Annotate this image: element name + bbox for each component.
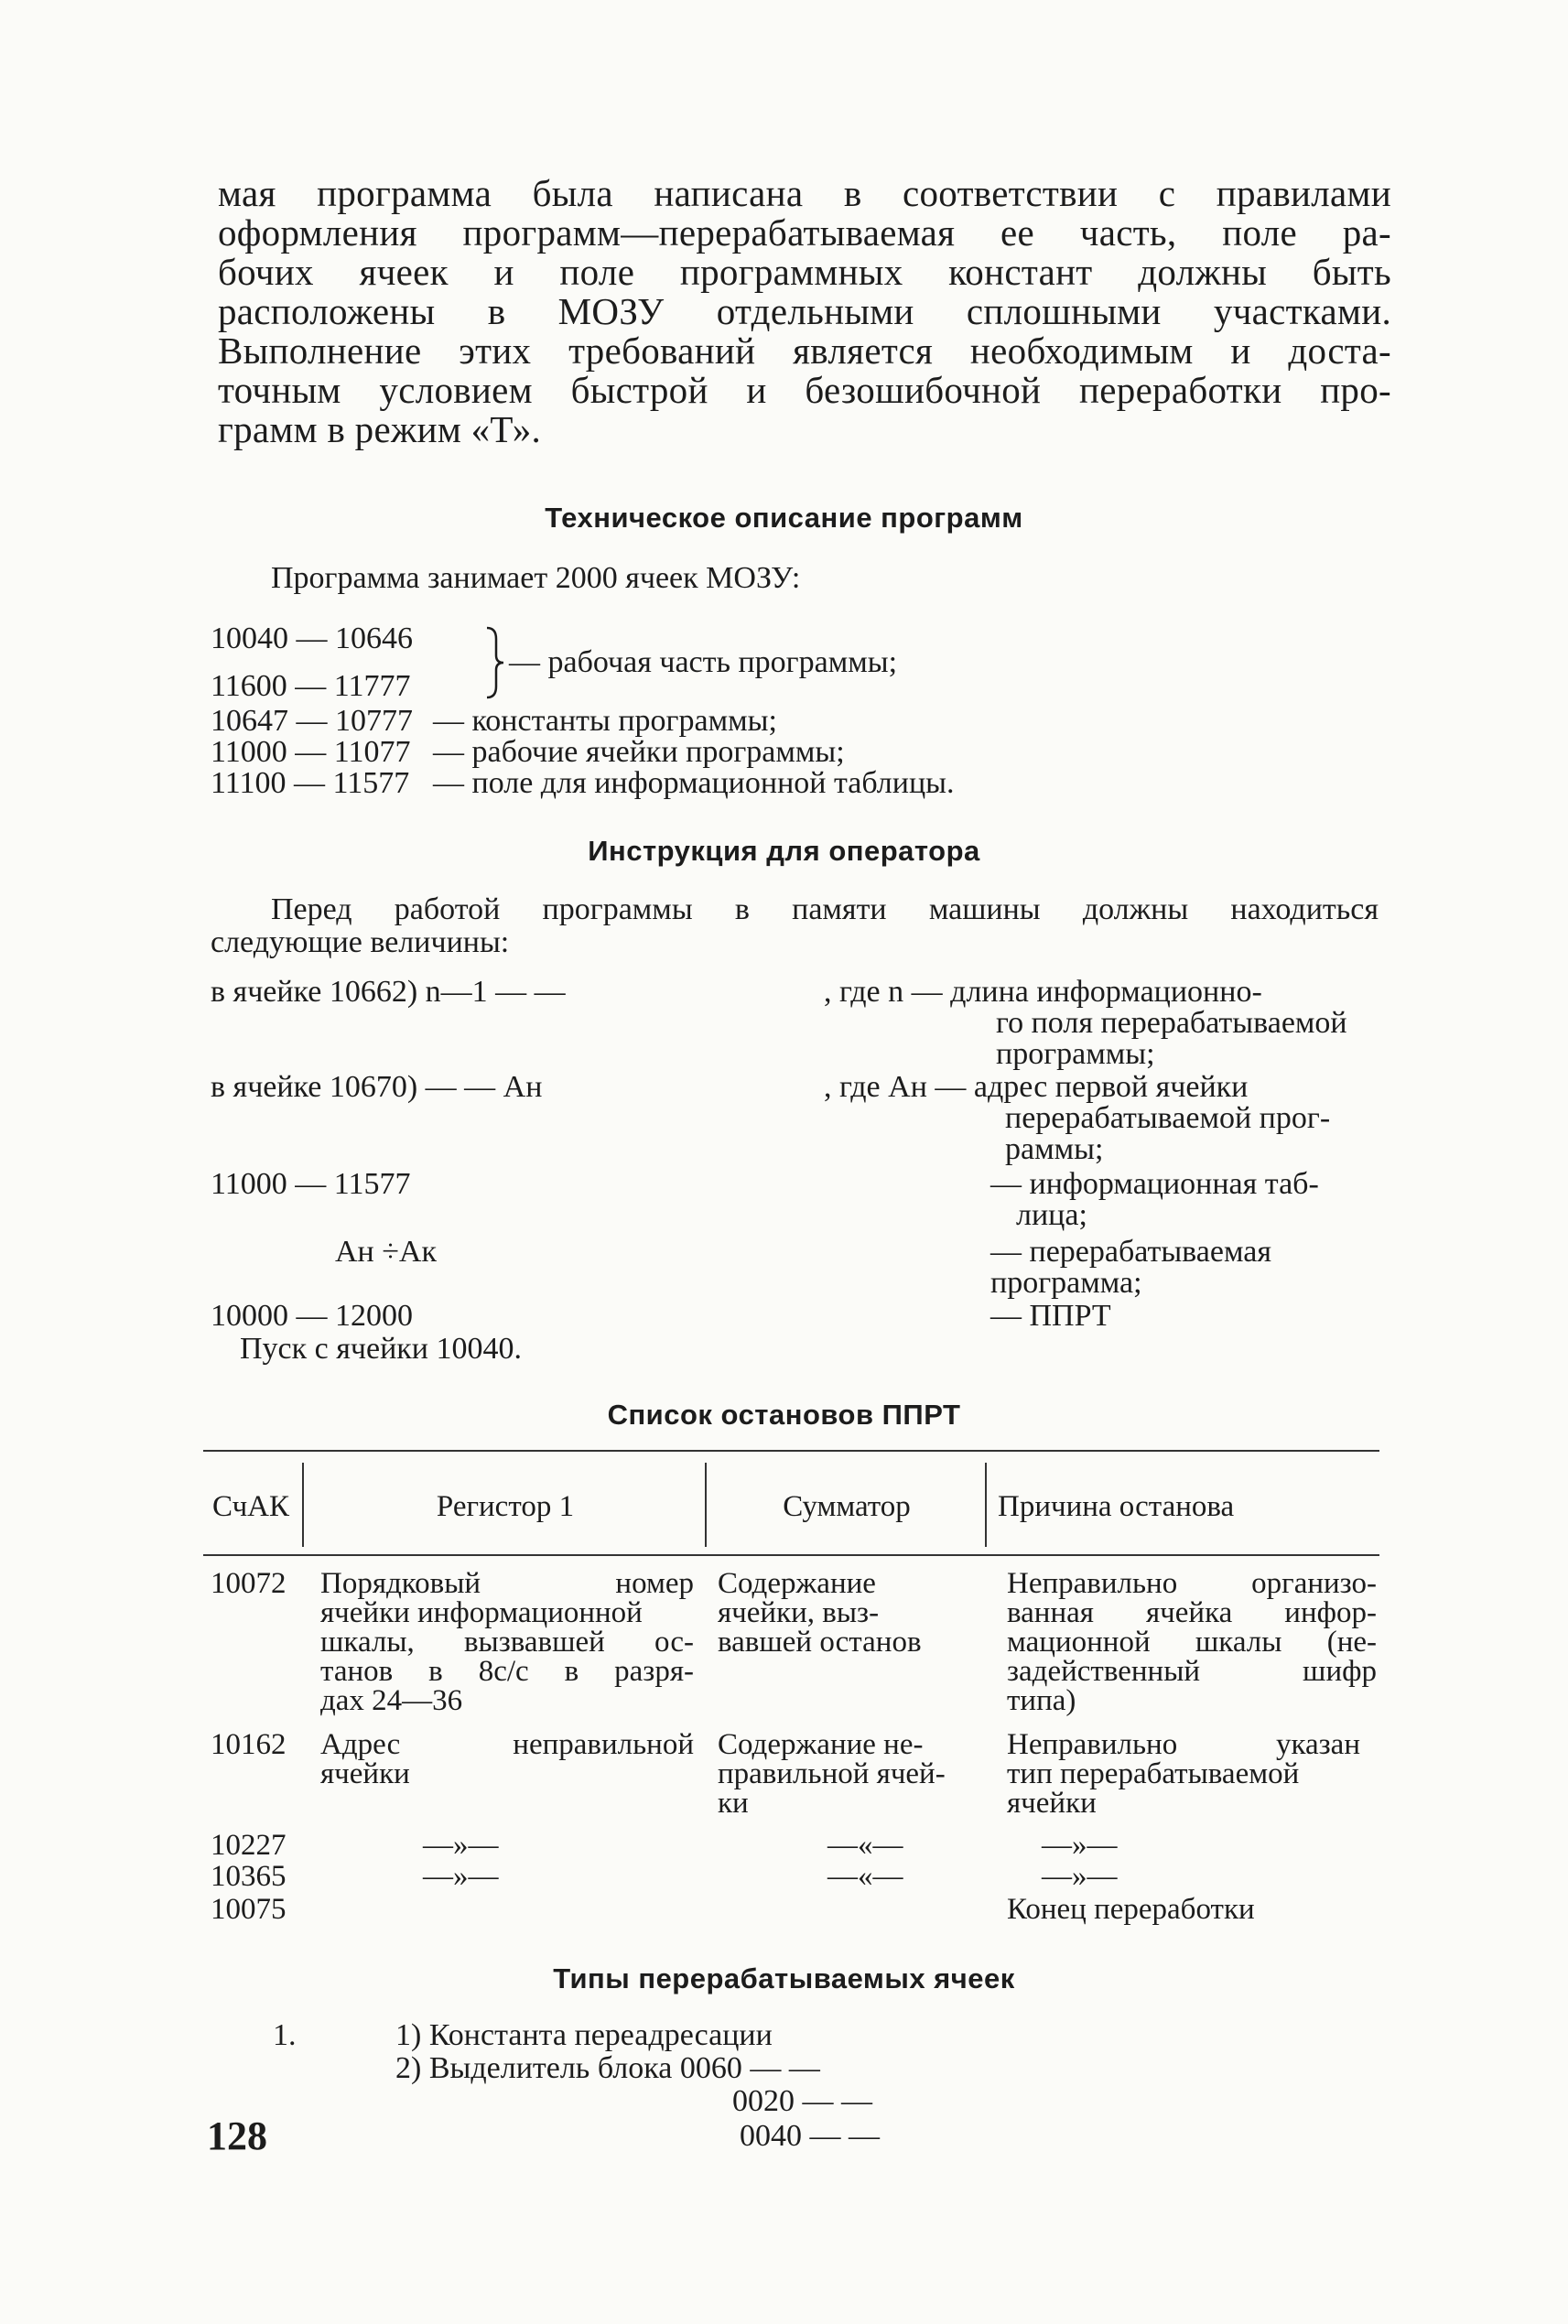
range-4-desc: — рабочие ячейки программы; — [433, 735, 845, 769]
instr-row1-right-1: , где n — длина информационно- — [824, 975, 1262, 1009]
instr-row2-right-2: перерабатываемой прог- — [1005, 1101, 1331, 1135]
section-heading-types: Типы перерабатываемых ячеек — [553, 1962, 1015, 1994]
instr-lead-2: следующие величины: — [211, 925, 510, 959]
table-row-addr: 10162 — [211, 1728, 287, 1761]
table-cell-cause: Конец переработки — [1007, 1893, 1255, 1926]
intro-line: расположены в МОЗУ отдельными сплошными участками. — [218, 290, 1391, 332]
table-cell-sum: Содержание — [718, 1567, 876, 1600]
types-line-3: 0020 — — — [732, 2084, 872, 2118]
instr-row5-right: — ППРТ — [990, 1299, 1111, 1333]
section-heading-stops: Список остановов ППРТ — [607, 1399, 961, 1431]
instr-row3-right-1: — информационная таб- — [990, 1167, 1319, 1201]
table-cell-sum: вавшей останов — [718, 1626, 922, 1659]
range-4: 11000 — 11077 — [211, 735, 411, 769]
intro-paragraph — [218, 174, 1391, 449]
col-header-cause: Причина останова — [998, 1490, 1235, 1523]
range-3-desc: — константы программы; — [433, 704, 777, 738]
table-cell-reg: ячейки информационной — [320, 1596, 643, 1629]
instr-row2-left: в ячейке 10670) — — Aн — [211, 1070, 543, 1104]
table-cell-cause: ванная ячейка инфор- — [1007, 1596, 1377, 1629]
table-cell-reg: шкалы, вызвавшей ос- — [320, 1626, 694, 1659]
table-cell-sum: —«— — [827, 1829, 903, 1862]
col-header-addr: СчАК — [212, 1490, 290, 1523]
range-5-desc: — поле для информационной таблицы. — [433, 766, 955, 800]
table-cell-reg: —»— — [423, 1860, 499, 1893]
table-row-addr: 10075 — [211, 1893, 287, 1926]
curly-brace-icon — [483, 626, 505, 699]
table-cell-reg: дах 24—36 — [320, 1684, 463, 1717]
range-2: 11600 — 11777 — [211, 669, 411, 703]
intro-line: точным условием быстрой и безошибочной переработки про- — [218, 369, 1391, 411]
tech-lead: Программа занимает 2000 ячеек МОЗУ: — [271, 561, 801, 595]
table-cell-reg: Адрес неправильной — [320, 1728, 694, 1761]
table-cell-reg: Порядковый номер — [320, 1567, 694, 1600]
types-line-4: 0040 — — — [740, 2119, 880, 2153]
instr-row4-right-1: — перерабатываемая — [990, 1235, 1271, 1269]
table-cell-cause: Неправильно организо- — [1007, 1567, 1377, 1600]
table-cell-cause: тип перерабатываемой — [1007, 1757, 1300, 1790]
instr-row1-right-2: го поля перерабатываемой — [996, 1006, 1347, 1040]
instr-row1-right-3: программы; — [996, 1037, 1155, 1071]
col-header-reg: Регистор 1 — [436, 1490, 575, 1523]
table-cell-cause: задейственный шифр — [1007, 1655, 1377, 1688]
section-heading-tech: Техническое описание программ — [545, 502, 1023, 534]
table-cell-reg: —»— — [423, 1829, 499, 1862]
table-cell-cause: —»— — [1042, 1860, 1118, 1893]
table-row-addr: 10365 — [211, 1860, 287, 1893]
instr-row4-right-2: программа; — [990, 1266, 1142, 1300]
instr-row5-left: 10000 — 12000 — [211, 1299, 413, 1333]
instr-row3-right-2: лица; — [1016, 1198, 1087, 1232]
col-divider — [705, 1463, 707, 1547]
types-item-2: 2) Выделитель блока 0060 — — — [395, 2051, 820, 2085]
table-cell-sum: ячейки, выз- — [718, 1596, 880, 1629]
col-divider — [302, 1463, 304, 1547]
intro-line: оформления программ—перерабатываемая ее часть, поле ра- — [218, 211, 1391, 254]
instr-row2-right-1: , где Aн — адрес первой ячейки — [824, 1070, 1249, 1104]
col-header-sum: Сумматор — [783, 1490, 911, 1523]
table-cell-sum: ки — [718, 1787, 749, 1820]
table-cell-cause: типа) — [1007, 1684, 1076, 1717]
table-cell-cause: ячейки — [1007, 1787, 1097, 1820]
range-1: 10040 — 10646 — [211, 622, 413, 655]
table-row-addr: 10227 — [211, 1829, 287, 1862]
section-heading-instr: Инструкция для оператора — [588, 835, 980, 867]
table-cell-sum: правильной ячей- — [718, 1757, 946, 1790]
table-header-rule — [203, 1554, 1379, 1556]
instr-row2-right-3: раммы; — [1005, 1132, 1104, 1166]
table-cell-sum: Содержание не- — [718, 1728, 924, 1761]
intro-line: мая программа была написана в соответствии с правилами — [218, 172, 1391, 214]
instr-row1-left: в ячейке 10662) n—1 — — — [211, 975, 566, 1009]
page-number: 128 — [207, 2113, 267, 2158]
range-3: 10647 — 10777 — [211, 704, 413, 738]
table-cell-sum: —«— — [827, 1860, 903, 1893]
table-top-rule — [203, 1450, 1379, 1452]
col-divider — [985, 1463, 987, 1547]
intro-line: грамм в режим «Т». — [218, 408, 542, 450]
intro-line: Выполнение этих требований является необходимым и доста- — [218, 330, 1391, 372]
brace-desc: — рабочая часть программы; — [509, 645, 898, 679]
table-cell-reg: танов в 8с/с в разря- — [320, 1655, 694, 1688]
instr-start: Пуск с ячейки 10040. — [240, 1332, 522, 1366]
types-number: 1. — [273, 2018, 297, 2052]
instr-lead-1: Перед работой программы в памяти машины должны находиться — [271, 892, 1379, 926]
table-cell-cause: —»— — [1042, 1829, 1118, 1862]
table-cell-cause: мационной шкалы (не- — [1007, 1626, 1377, 1659]
types-item-1: 1) Константа переадресации — [395, 2018, 773, 2052]
instr-row3-left: 11000 — 11577 — [211, 1167, 411, 1201]
table-cell-reg: ячейки — [320, 1757, 410, 1790]
table-cell-cause: Неправильно указан — [1007, 1728, 1360, 1761]
table-row-addr: 10072 — [211, 1567, 287, 1600]
range-5: 11100 — 11577 — [211, 766, 410, 800]
instr-row4-left: Aн ÷Aк — [335, 1235, 437, 1269]
intro-line: бочих ячеек и поле программных констант должны быть — [218, 251, 1391, 293]
